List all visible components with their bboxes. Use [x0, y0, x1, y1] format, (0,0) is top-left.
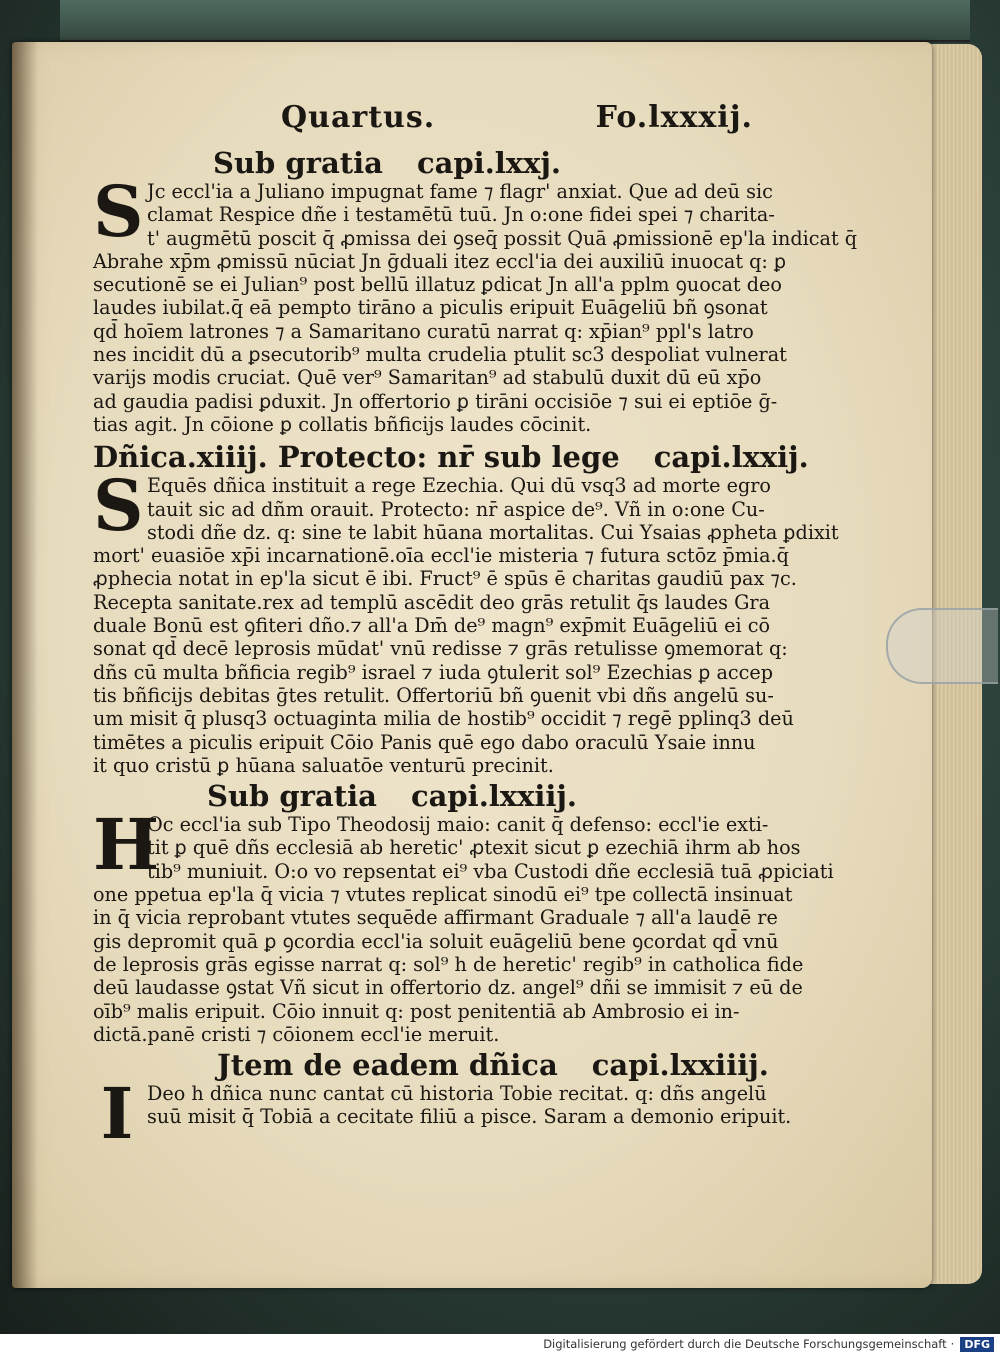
text-line: Deo h dñica nunc cantat cū historia Tobie recitat. q: dñs angelū	[147, 1082, 767, 1106]
text-line: Oc eccl'ia sub Tipo Theodosij maio: canit q̄ defenso: eccl'ie exti-	[147, 813, 769, 837]
funding-notice: Digitalisierung gefördert durch die Deutsche Forschungsgemeinschaft	[543, 1337, 947, 1351]
chapter-paragraph	[93, 803, 834, 1046]
text-line: de leprosis grās egisse narrat q: sol⁹ h de heretic' regib⁹ in catholica fide	[93, 952, 804, 976]
text-line: dictā.panē cristi ⁊ cōionem eccl'ie meruit.	[93, 1022, 500, 1046]
text-line: tib⁹ muniuit. O:o vo repsentat ei⁹ vba Custodi dñe ecclesiā tuā ꝓpiciati	[147, 859, 834, 883]
book-cover-board	[60, 0, 970, 42]
text-line: gis depromit quā ꝑ ꝯcordia eccl'ia soluit euāgeliū bene ꝯcordat qd̄ vnū	[93, 929, 779, 953]
decorated-initial: S	[93, 464, 144, 548]
text-line: in q̄ vicia reprobant vtutes sequēde affirmant Graduale ⁊ all'a laudē re	[93, 906, 778, 930]
page-text	[93, 100, 858, 1156]
folio-number: Fo.lxxxij.	[595, 100, 753, 135]
text-line: stodi dñe dz. q: sine te labit hūana mortalitas. Cui Ysaias ꝓpheta ꝑdixit	[147, 520, 839, 544]
text-line: deū laudasse ꝯstat Vñ sicut in offertorio dz. angel⁹ dñi se immisit ⁊ eū de	[93, 976, 803, 1000]
text-line: Recepta sanitate.rex ad templū ascēdit deo grās retulit q̄s laudes Gra	[93, 590, 771, 614]
chapter-number: capi.lxxij.	[653, 440, 809, 475]
chapter-number: capi.lxxj.	[416, 146, 561, 180]
running-head-title: Quartus.	[281, 100, 436, 135]
chapter-heading	[93, 440, 809, 475]
text-line: Equēs dñica instituit a rege Ezechia. Qui dū vsq3 ad morte egro	[147, 474, 771, 498]
chapter-paragraph	[93, 170, 858, 436]
text-line: um misit q̄ plusq3 octuaginta milia de hostib⁹ occidit ⁊ regē pplinq3 deū	[93, 707, 794, 731]
text-line: timētes a piculis eripuit Cōio Panis quē ego dabo oraculū Ysaie innu	[93, 730, 756, 754]
text-line: sonat qd̄ decē leprosis mūdat' vnū redisse ⁊ grās retulisse ꝯmemorat q:	[93, 637, 788, 661]
chapter-title: Dñica.xiiij. Protecto: nr̄ sub lege	[93, 440, 620, 475]
text-line: it quo cristū ꝑ hūana saluatōe venturū precinit.	[93, 753, 554, 777]
text-line: one ppetua ep'la q̄ vicia ⁊ vtutes replicat sinodū ei⁹ tpe collectā insinuat	[93, 883, 793, 907]
chapter-heading	[93, 779, 753, 813]
text-line: tis bñficijs debitas ḡtes retulit. Offertoriū bñ ꝯuenit vbi dñs angelū su-	[93, 683, 774, 707]
text-line: tias agit. Jn cōione ꝑ collatis bñficijs laudes cōcinit.	[93, 412, 592, 436]
bookmark-clip	[886, 608, 998, 684]
chapter-title: Sub gratia	[207, 779, 377, 814]
text-line: suū misit q̄ Tobiā a cecitate filiū a pisce. Saram a demonio eripuit.	[147, 1105, 792, 1129]
text-line: qd̄ hoīem latrones ⁊ a Samaritano curatū narrat q: xp̄ian⁹ ppl's latro	[93, 319, 754, 343]
text-line: tauit sic ad dñm orauit. Protecto: nr̄ aspice de⁹. Vñ in o:one Cu-	[147, 497, 765, 521]
text-line: tit ꝑ quē dñs ecclesiā ab heretic' ꝓtexit sicut ꝑ ezechiā ihrm ab hos	[147, 836, 801, 860]
chapter-heading	[93, 1048, 769, 1083]
chapter-list	[93, 146, 858, 1156]
dfg-logo: DFG	[960, 1337, 994, 1352]
text-line: laudes iubilat.q̄ eā pempto tirāno a piculis eripuit Euāgeliū bñ ꝯsonat	[93, 296, 768, 320]
page-gutter	[12, 42, 38, 1288]
text-line: nes incidit dū a ꝑsecutorib⁹ multa crudelia ptulit sc3 despoliat vulnerat	[93, 343, 787, 367]
decorated-initial: I	[100, 1072, 134, 1156]
running-head	[93, 100, 753, 144]
footer-bar: Digitalisierung gefördert durch die Deutsche Forschungsgemeinschaft · DFG	[0, 1334, 1000, 1354]
text-line: ad gaudia padisi ꝑduxit. Jn offertorio ꝑ tirāni occisiōe ⁊ sui ei eptiōe ḡ-	[93, 389, 778, 413]
text-line: oīb⁹ malis eripuit. Cōio innuit q: post penitentiā ab Ambrosio ei in-	[93, 999, 740, 1023]
text-line: clamat Respice dñe i testamētū tuū. Jn o:one fidei spei ⁊ charita-	[147, 203, 775, 227]
chapter-number: capi.lxxiiij.	[591, 1048, 769, 1083]
chapter-title: Jtem de eadem dñica	[217, 1048, 558, 1083]
text-line: ꝓphecia notat in ep'la sicut ē ibi. Fruct⁹ ē spūs ē charitas gaudiū pax ⁊c.	[93, 567, 797, 591]
chapter-title: Sub gratia	[213, 146, 383, 180]
text-line: varijs modis cruciat. Quē ver⁹ Samaritan⁹ ad stabulū duxit dū eū xp̄o	[93, 366, 762, 390]
chapter-paragraph	[93, 464, 839, 777]
chapter-number: capi.lxxiij.	[410, 779, 578, 814]
text-line: mort' euasiōe xp̄i incarnationē.oīa eccl'ie misteria ⁊ futura sctōz p̄mia.q̄	[93, 544, 789, 568]
text-line: duale Bonū est ꝯfiteri dño.⁊ all'a Dm̄ de⁹ magn⁹ exp̄mit Euāgeliū ei cō	[93, 614, 771, 638]
text-line: t' augmētū poscit q̄ ꝓmissa dei ꝯseq̄ possit Quā ꝓmissionē ep'la indicat q̄	[147, 226, 858, 250]
chapter-paragraph	[93, 1072, 792, 1156]
text-line: secutionē se ei Julian⁹ post bellū illatuz ꝑdicat Jn all'a pplm ꝯuocat deo	[93, 273, 782, 297]
chapter-heading	[93, 146, 753, 180]
decorated-initial: S	[93, 170, 144, 253]
text-line: Abrahe xp̄m ꝓmissū nūciat Jn ḡduali itez eccl'ia dei auxiliū inuocat q: ꝑ	[93, 249, 787, 273]
decorated-initial: H	[93, 803, 160, 887]
text-line: dñs cū multa bñficia regib⁹ israel ⁊ iuda ꝯtulerit sol⁹ Ezechias ꝑ accep	[93, 660, 774, 684]
text-line: Jc eccl'ia a Juliano impugnat fame ⁊ flagr' anxiat. Que ad deū sic	[147, 180, 773, 203]
